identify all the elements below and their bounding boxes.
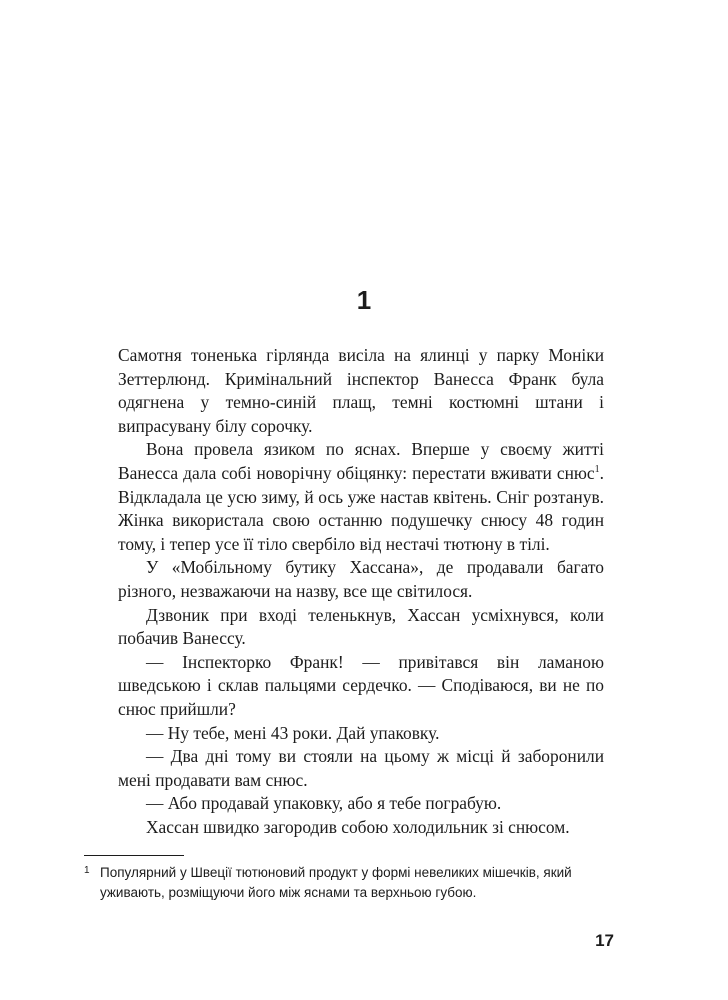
paragraph-text: Відкладала це усю зиму, й ось уже настав квітень. Сніг розтанув. Жінка використала свою останню подушечку снюсу 48 годин тому, і тепер усе її тіло свербіло від нестачі тютюну в тілі.: [118, 486, 604, 554]
paragraph: Самотня тоненька гірлянда висіла на ялинці у парку Моніки Зеттерлюнд. Кримінальний інспектор Ванесса Франк була одягнена у темно-синій плащ, темні костюмні штани і випрасувану білу сорочку.: [118, 345, 604, 436]
paragraph: — Ну тебе, мені 43 роки. Дай упаковку.: [146, 722, 440, 743]
paragraph-text: Вона провела язиком по яснах. Вперше у своєму житті Ванесса дала собі новорічну обіцянку: перестати вживати снюс: [118, 439, 604, 483]
footnote-text: Популярний у Швеції тютюновий продукт у формі невеликих мішечків, який уживають, розміщуючи його між яснами та верхньою губою.: [100, 865, 572, 900]
chapter-text: [118, 344, 604, 839]
paragraph: — Або продавай упаковку, або я тебе пограбую.: [146, 793, 502, 814]
paragraph: — Два дні тому ви стояли на цьому ж місці й заборонили мені продавати вам снюс.: [118, 746, 604, 790]
paragraph: Вона провела язиком по яснах. Вперше у своєму житті Ванесса дала собі новорічну обіцянку: перестати вживати снюс$^1$. Відкладала це усю зиму, й ось уже настав квітень. Сніг розтанув. Жінка використала свою останню подушечку снюсу 48 годин тому, і тепер усе її тіло свербіло від нестачі тютюну в тілі.: [118, 439, 604, 554]
paragraph: У «Мобільному бутику Хассана», де продавали багато різного, незважаючи на назву, все ще світилося.: [118, 557, 604, 601]
page-number: 17: [595, 931, 614, 950]
paragraph: Дзвоник при вході теленькнув, Хассан усміхнувся, коли побачив Ванессу.: [118, 604, 604, 649]
footnote: [84, 863, 604, 903]
footnote-divider: [84, 855, 184, 856]
paragraph: — Інспекторко Франк! — привітався він ламаною шведською і склав пальцями сердечко. — Сподіваюся, ви не по снюс прийшли?: [118, 651, 604, 719]
footnote-mark: 1: [84, 865, 90, 876]
paragraph: Хассан швидко загородив собою холодильник зі снюсом.: [146, 816, 570, 837]
chapter-number: 1: [356, 285, 372, 315]
footnote-reference[interactable]: 1: [594, 464, 600, 476]
